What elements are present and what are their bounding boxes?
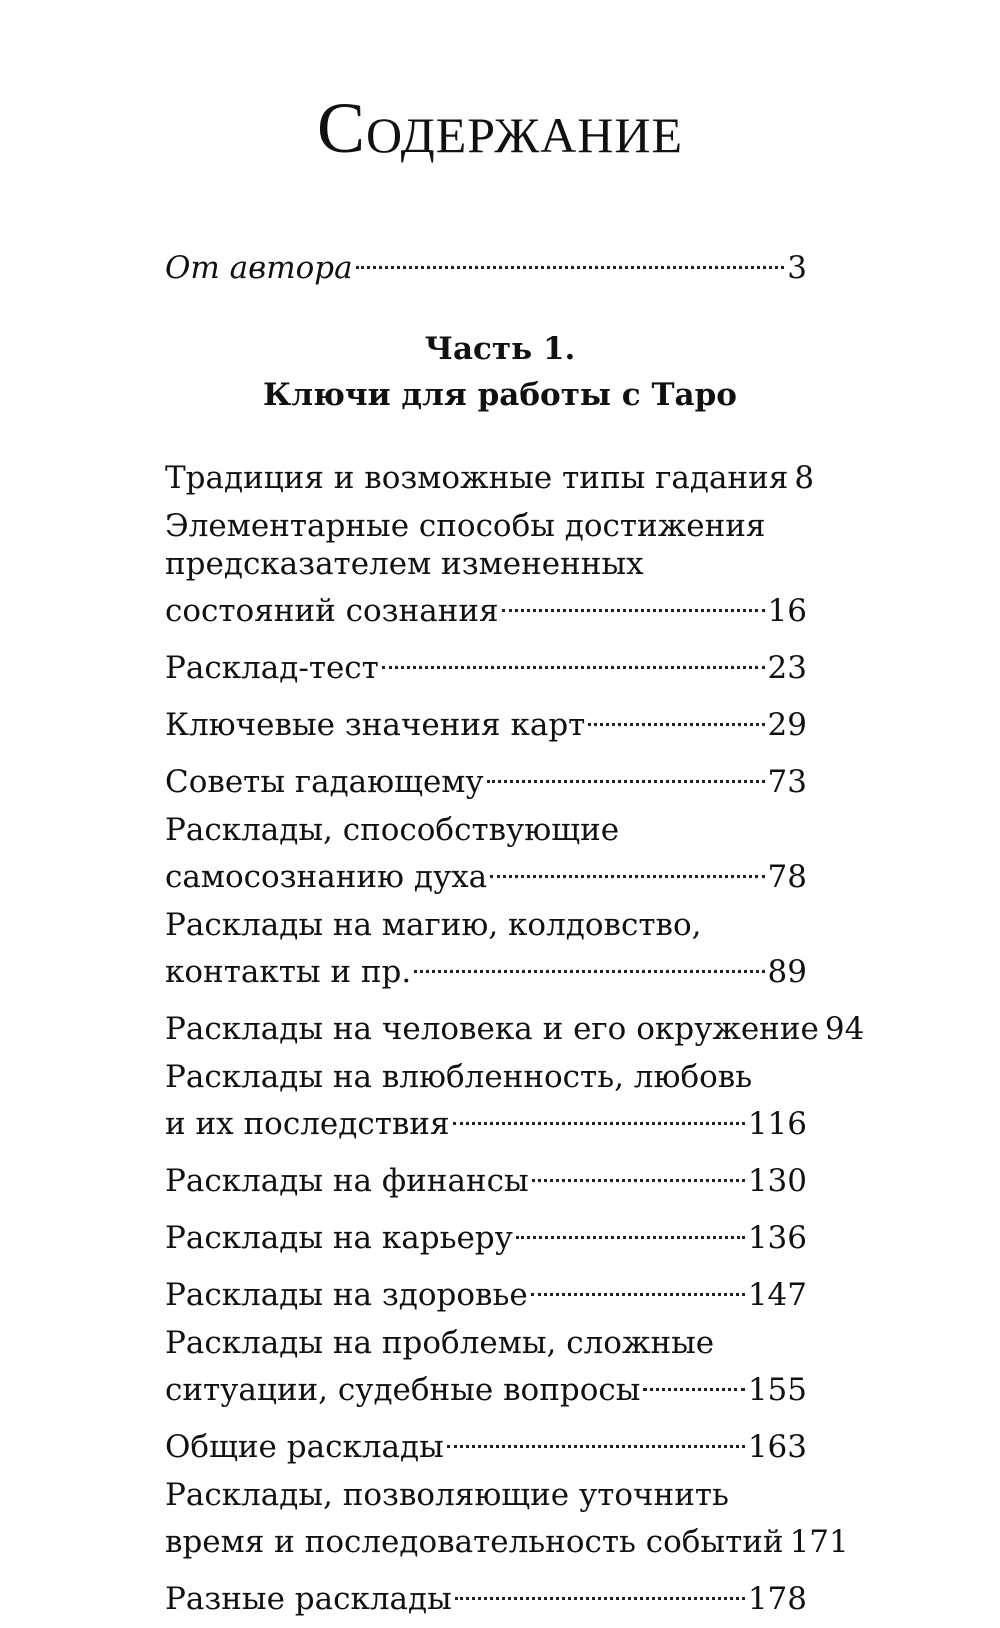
entry-title-line: Советы гадающему [165, 764, 484, 800]
page-number: 73 [767, 764, 807, 800]
entry-title-line: Расклады на здоровье [165, 1277, 528, 1313]
entry-title-line: контакты и пр. [165, 954, 412, 990]
leader-dots [490, 849, 764, 887]
entry-title-line: Расклады на влюбленность, любовь [165, 1059, 753, 1095]
entry-title-line: и их последствия [165, 1106, 450, 1142]
page-number: 8 [794, 460, 815, 496]
leader-dots [453, 1096, 745, 1134]
leader-dots [487, 754, 765, 792]
page-number: 171 [789, 1524, 849, 1560]
page-number: 116 [747, 1106, 807, 1142]
entry-title-line: Общие расклады [165, 1429, 444, 1465]
page-title: Содержание [316, 88, 683, 168]
part-title: Ключи для работы с Таро [263, 377, 737, 413]
toc-entry[interactable] [165, 811, 807, 896]
leader-dots [455, 1571, 745, 1609]
entry-title-line: Расклады, способствующие [165, 812, 620, 848]
page-number: 89 [767, 954, 807, 990]
entry-title-line: Ключевые значения карт [165, 707, 586, 743]
toc-entry[interactable] [165, 1571, 807, 1618]
leader-dots [356, 240, 785, 278]
toc-entry[interactable] [165, 1153, 807, 1200]
toc-entry[interactable] [165, 1324, 807, 1409]
entry-title-line: Разные расклады [165, 1581, 452, 1617]
entry-title-line: Расклад-тест [165, 650, 379, 686]
page-number: 78 [767, 859, 807, 895]
entry-title-line: Расклады на финансы [165, 1163, 529, 1199]
intro-label: От автора [165, 250, 353, 286]
toc-list [165, 450, 865, 1628]
leader-dots [643, 1362, 744, 1400]
entry-title-line: Традиция и возможные типы гадания [165, 460, 789, 496]
leader-dots [531, 1267, 745, 1305]
toc-entry[interactable] [165, 507, 807, 630]
entry-title-line: Расклады на магию, колдовство, [165, 907, 702, 943]
page-number: 16 [767, 593, 807, 629]
toc-entry[interactable] [165, 1058, 807, 1143]
page-number: 155 [747, 1372, 807, 1408]
entry-title-line: время и последовательность событий [165, 1524, 784, 1560]
toc-entry[interactable] [165, 697, 807, 744]
intro-entry[interactable] [165, 240, 807, 287]
toc-entry[interactable] [165, 1267, 807, 1314]
leader-dots [588, 697, 764, 735]
entry-title-line: Расклады на проблемы, сложные [165, 1325, 715, 1361]
leader-dots [516, 1210, 745, 1248]
entry-title-line: Элементарные способы достижения [165, 508, 766, 544]
page-number: 3 [787, 250, 807, 286]
entry-title-line: самосознанию духа [165, 859, 488, 895]
toc-entry[interactable] [165, 1419, 807, 1466]
page-number: 136 [747, 1220, 807, 1256]
part-heading [0, 326, 1000, 418]
entry-title-line: Расклады на человека и его окружение [165, 1011, 819, 1047]
page-number: 23 [767, 650, 807, 686]
entry-title-line: ситуации, судебные вопросы [165, 1372, 641, 1408]
page-number: 94 [824, 1011, 865, 1047]
leader-dots [502, 583, 765, 621]
toc-entry[interactable] [165, 1210, 807, 1257]
page-number: 29 [767, 707, 807, 743]
entry-title-line: предсказателем измененных [165, 546, 644, 582]
toc-entry[interactable] [165, 1476, 849, 1561]
entry-title-line: состояний сознания [165, 593, 499, 629]
toc-entry[interactable] [165, 754, 807, 801]
leader-dots [447, 1419, 745, 1457]
toc-entry[interactable] [165, 1001, 865, 1048]
toc-entry[interactable] [165, 640, 807, 687]
page-number: 178 [747, 1581, 807, 1617]
entry-title-line: Расклады, позволяющие уточнить [165, 1477, 729, 1513]
leader-dots [414, 944, 764, 982]
part-number: Часть 1. [424, 331, 576, 367]
page-number: 130 [747, 1163, 807, 1199]
page-number: 163 [747, 1429, 807, 1465]
leader-dots [382, 640, 765, 678]
page-number: 147 [747, 1277, 807, 1313]
toc-entry[interactable] [165, 450, 815, 497]
toc-entry[interactable] [165, 906, 807, 991]
entry-title-line: Расклады на карьеру [165, 1220, 513, 1256]
leader-dots [532, 1153, 745, 1191]
